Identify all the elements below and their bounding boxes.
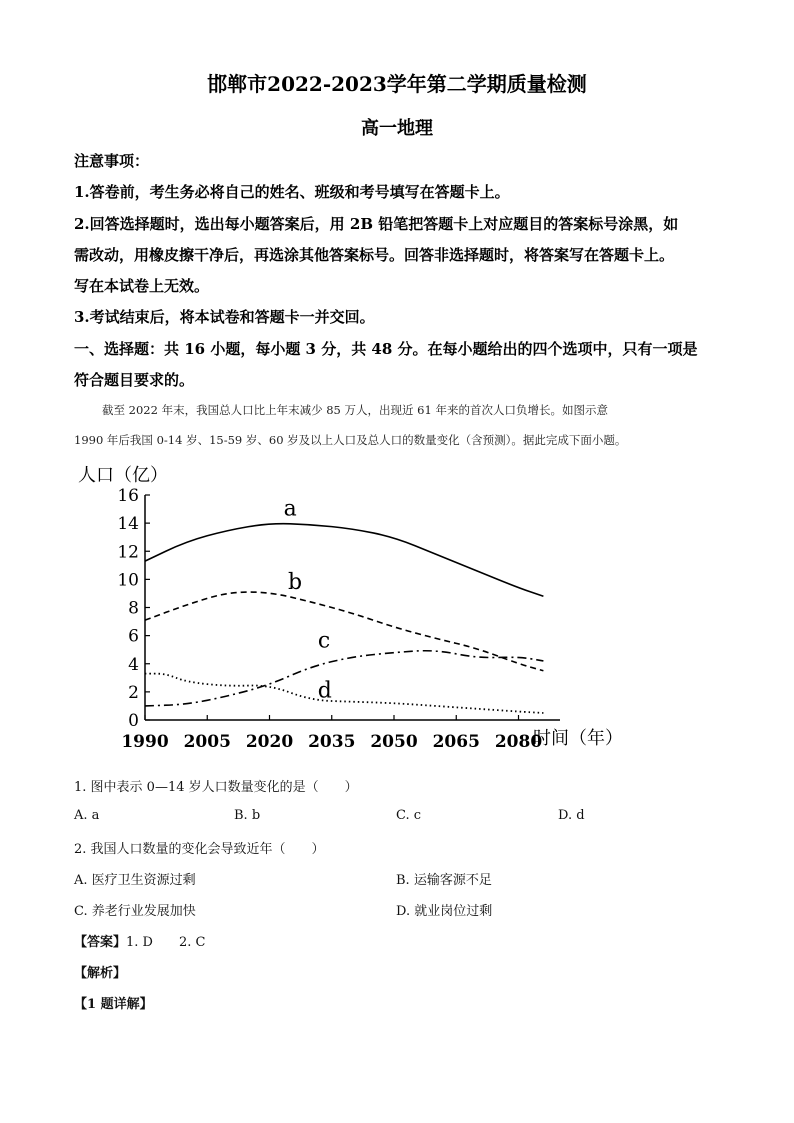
y-tick-label: 12 [117, 542, 139, 563]
notice-item-2-line-3: 写在本试卷上无效。 [74, 277, 210, 295]
x-tick-label: 2035 [308, 732, 356, 752]
question-2-option-b: B. 运输客源不足 [396, 873, 492, 888]
series-label-c: c [317, 628, 331, 654]
section-heading-line-1: 一、选择题：共 16 小题，每小题 3 分，共 48 分。在每小题给出的四个选项中，只有一项是 [74, 340, 698, 358]
x-axis-title: 时间（年） [533, 728, 623, 749]
page-subtitle: 高一地理 [361, 118, 433, 139]
x-tick-label: 2065 [432, 732, 480, 752]
notice-item-3: 3.考试结束后，将本试卷和答题卡一并交回。 [74, 308, 375, 326]
y-tick-label: 16 [117, 486, 139, 506]
y-tick-label: 4 [128, 654, 139, 675]
series-label-b: b [287, 569, 303, 595]
detail-tag: 【1 题详解】 [74, 997, 153, 1012]
answer-q1: 1. D [126, 935, 153, 950]
question-1-option-a: A. a [74, 808, 100, 823]
y-tick-label: 6 [128, 626, 139, 647]
series-line-d [145, 674, 543, 713]
notice-item-2-line-2: 需改动，用橡皮擦干净后，再选涂其他答案标号。回答非选择题时，将答案写在答题卡上。 [74, 246, 675, 264]
question-2-option-d: D. 就业岗位过剩 [396, 904, 493, 919]
population-chart [60, 455, 660, 765]
series-line-b [145, 592, 543, 671]
chart-lines [145, 524, 543, 713]
notice-item-2-line-1: 2.回答选择题时，选出每小题答案后，用 2B 铅笔把答题卡上对应题目的答案标号涂黑，如 [74, 215, 679, 233]
series-line-c [145, 651, 543, 706]
series-label-d: d [317, 678, 332, 704]
y-tick-label: 2 [128, 682, 139, 703]
x-tick-label: 2080 [494, 732, 543, 752]
question-1-option-c: C. c [396, 808, 422, 823]
x-tick-label: 2020 [245, 732, 294, 752]
question-2-stem: 2. 我国人口数量的变化会导致近年（ ） [74, 842, 325, 857]
x-tick-label: 2050 [370, 732, 418, 752]
series-label-a: a [283, 496, 297, 522]
answer-q2: 2. C [178, 935, 206, 950]
x-tick-label: 1990 [121, 732, 169, 752]
analysis-tag: 【解析】 [74, 966, 127, 981]
question-1-option-d: D. d [558, 808, 585, 823]
question-1-option-b: B. b [234, 808, 261, 823]
page-title: 邯郸市2022-2023学年第二学期质量检测 [207, 72, 587, 96]
answer-tag: 【答案】 [74, 935, 127, 950]
series-line-a [145, 524, 543, 597]
answer-line [74, 931, 205, 950]
y-tick-label: 10 [117, 570, 139, 591]
question-2-option-a: A. 医疗卫生资源过剩 [74, 873, 196, 888]
x-tick-label: 2005 [183, 732, 231, 752]
intro-line-1: 截至 2022 年末，我国总人口比上年末减少 85 万人，出现近 61 年来的首次人口负增长。如图示意 [102, 403, 608, 417]
section-heading-line-2: 符合题目要求的。 [74, 371, 195, 389]
question-1-stem: 1. 图中表示 0—14 岁人口数量变化的是（ ） [74, 780, 358, 795]
y-tick-label: 14 [117, 514, 139, 535]
intro-line-2: 1990 年后我国 0-14 岁、15-59 岁、60 岁及以上人口及总人口的数量变化（含预测）。据此完成下面小题。 [74, 433, 627, 447]
notice-item-1: 1.答卷前，考生务必将自己的姓名、班级和考号填写在答题卡上。 [74, 183, 510, 201]
chart-series-labels [284, 497, 332, 704]
y-tick-label: 8 [128, 598, 139, 619]
y-axis-title: 人口（亿） [78, 465, 168, 486]
y-tick-label: 0 [128, 711, 139, 731]
notice-heading: 注意事项： [74, 152, 150, 170]
question-2-option-c: C. 养老行业发展加快 [74, 904, 196, 919]
